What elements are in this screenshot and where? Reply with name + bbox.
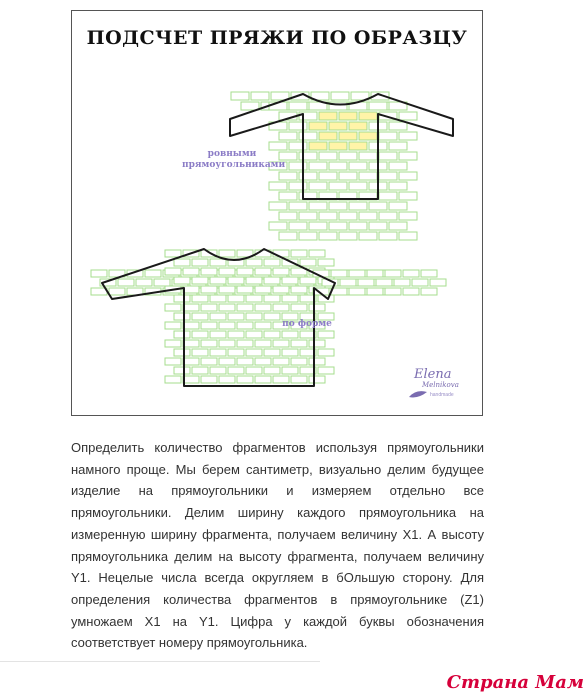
body-grid-cell — [349, 182, 367, 190]
body-grid-cell-2 — [210, 367, 226, 374]
body-grid-cell — [339, 152, 357, 160]
sleeve-grid-cell-3 — [349, 288, 365, 295]
body-grid-cell-2 — [183, 358, 199, 365]
body-grid-cell — [369, 202, 387, 210]
body-grid-cell-2 — [210, 349, 226, 356]
body-paragraph: Определить количество фрагментов используя прямоугольники намного проще. Мы берем сантиметр, визуально делим будущее изделие на прямоугольники и измеряем отдельно все прямоугольники. Делим ширину каждого прямоугольника на измеренную ширину фрагмента, получаем величину X1. А высоту прямоугольника делим на высоту фрагмента, получаем величину Y1. Нецелые числа всегда округляем в бОльшую сторону. Для определения количества фрагментов в прямоугольнике (Z1) умножаем X1 на Y1. Цифра у каждой буквы обозначения соответствует номеру прямоугольника. — [71, 440, 484, 651]
body-grid-cell-2 — [264, 349, 280, 356]
body-grid-cell-2 — [237, 376, 253, 383]
body-grid-cell-2 — [237, 322, 253, 329]
body-grid-cell-2 — [255, 268, 271, 275]
body-grid-cell — [279, 232, 297, 240]
body-grid-cell — [299, 172, 317, 180]
body-grid-cell-2 — [291, 250, 307, 257]
body-grid-cell-2 — [219, 376, 235, 383]
logo-surname: Melnikova — [422, 381, 459, 389]
body-grid-cell-2 — [309, 340, 325, 347]
body-grid-cell — [399, 212, 417, 220]
body-grid-cell — [309, 142, 327, 150]
body-grid-cell-2 — [291, 340, 307, 347]
body-grid-cell — [389, 162, 407, 170]
body-grid-cell — [279, 172, 297, 180]
body-grid-cell — [319, 152, 337, 160]
body-grid-cell — [389, 222, 407, 230]
body-grid-cell — [319, 232, 337, 240]
body-grid-cell — [339, 172, 357, 180]
sleeve-grid-cell-3 — [421, 288, 437, 295]
body-grid-cell-2 — [246, 313, 262, 320]
body-grid-cell-2 — [183, 304, 199, 311]
body-grid-cell-2 — [228, 295, 244, 302]
body-grid-cell-2 — [165, 268, 181, 275]
label-straight-line2: прямоугольниками — [182, 160, 286, 170]
body-grid-cell-2 — [309, 358, 325, 365]
sleeve-grid-cell-3 — [403, 270, 419, 277]
body-grid-cell — [329, 222, 347, 230]
body-grid-cell-2 — [228, 367, 244, 374]
body-grid-cell-2 — [318, 259, 334, 266]
body-grid-cell-2 — [165, 358, 181, 365]
body-grid-cell-2 — [219, 250, 235, 257]
body-grid-cell-2 — [228, 277, 244, 284]
body-grid-cell — [289, 142, 307, 150]
body-grid-cell-2 — [228, 331, 244, 338]
body-grid-cell-2 — [165, 304, 181, 311]
body-grid-cell — [269, 182, 287, 190]
body-grid-cell-2 — [174, 259, 190, 266]
body-grid-cell-2 — [219, 304, 235, 311]
body-grid-cell-2 — [246, 259, 262, 266]
body-grid-cell-2 — [192, 313, 208, 320]
logo-subtitle: handmade — [430, 392, 454, 398]
body-grid-cell-2 — [183, 322, 199, 329]
body-grid-cell-2 — [165, 250, 181, 257]
body-grid-cell-2 — [309, 304, 325, 311]
body-grid-cell — [389, 202, 407, 210]
body-grid-cell-2 — [210, 295, 226, 302]
body-grid-cell-2 — [201, 376, 217, 383]
body-grid-cell — [349, 222, 367, 230]
body-grid-cell — [359, 232, 377, 240]
sleeve-grid-cell-3 — [331, 270, 347, 277]
body-grid-cell-2 — [264, 259, 280, 266]
body-grid-cell-2 — [255, 322, 271, 329]
sleeve-grid-cell-3 — [340, 279, 356, 286]
sleeve-grid-cell-3 — [358, 279, 374, 286]
sleeve-grid-cell-2 — [109, 288, 125, 295]
body-grid-cell-2 — [228, 313, 244, 320]
body-grid-cell-2 — [309, 250, 325, 257]
body-grid-cell-2 — [255, 286, 271, 293]
body-grid-cell-2 — [282, 367, 298, 374]
body-grid-cell — [369, 102, 387, 110]
body-grid-cell-2 — [210, 331, 226, 338]
body-grid-cell-2 — [174, 277, 190, 284]
body-grid-cell-2 — [219, 286, 235, 293]
body-grid-cell-2 — [273, 340, 289, 347]
body-grid-cell — [329, 142, 347, 150]
sleeve-grid-cell-3 — [376, 279, 392, 286]
body-grid-cell-2 — [183, 286, 199, 293]
body-grid-cell — [319, 212, 337, 220]
body-grid-cell — [269, 202, 287, 210]
sleeve-grid-cell-3 — [349, 270, 365, 277]
body-grid-cell-2 — [318, 331, 334, 338]
body-grid-cell — [359, 172, 377, 180]
body-grid-cell-2 — [165, 322, 181, 329]
body-grid-cell — [299, 132, 317, 140]
body-grid-cell — [339, 112, 357, 120]
body-grid-cell-2 — [237, 304, 253, 311]
body-grid-cell-2 — [165, 340, 181, 347]
body-grid-cell — [329, 182, 347, 190]
sleeve-grid-cell-3 — [421, 270, 437, 277]
body-grid-cell-2 — [192, 331, 208, 338]
body-grid-cell-2 — [174, 349, 190, 356]
body-grid-cell — [399, 112, 417, 120]
body-grid-cell-2 — [201, 268, 217, 275]
sleeve-grid-cell-3 — [412, 279, 428, 286]
sleeve-grid-cell-2 — [91, 288, 107, 295]
body-grid-cell-2 — [273, 376, 289, 383]
body-grid-cell-2 — [282, 277, 298, 284]
body-grid-cell-2 — [300, 277, 316, 284]
body-grid-cell-2 — [255, 358, 271, 365]
sweater-illustration — [72, 11, 483, 416]
body-grid-cell — [359, 212, 377, 220]
label-by-shape: по форме — [282, 319, 332, 329]
body-grid-cell — [329, 122, 347, 130]
body-grid-cell — [379, 212, 397, 220]
site-watermark: Страна Мам — [446, 672, 584, 693]
sleeve-grid-cell-3 — [385, 270, 401, 277]
body-grid-cell — [299, 212, 317, 220]
body-grid-cell-2 — [246, 277, 262, 284]
body-grid-cell-2 — [192, 349, 208, 356]
body-grid-cell-2 — [282, 349, 298, 356]
body-grid-cell-2 — [300, 259, 316, 266]
body-grid-cell — [289, 202, 307, 210]
body-grid-cell-2 — [246, 331, 262, 338]
body-grid-cell — [329, 202, 347, 210]
body-grid-cell — [359, 132, 377, 140]
body-grid-cell-2 — [219, 268, 235, 275]
body-grid-cell-2 — [264, 277, 280, 284]
body-grid-cell — [339, 132, 357, 140]
sleeve-grid-cell — [241, 102, 259, 110]
body-grid-cell-2 — [309, 376, 325, 383]
sleeve-grid-cell-3 — [394, 279, 410, 286]
body-grid-cell-2 — [219, 358, 235, 365]
body-grid-cell-2 — [192, 295, 208, 302]
body-grid-cell — [389, 182, 407, 190]
body-grid-cell — [399, 192, 417, 200]
body-grid-cell — [359, 152, 377, 160]
body-grid-cell — [289, 102, 307, 110]
logo-name: Elena — [414, 367, 452, 382]
body-grid-cell-2 — [210, 259, 226, 266]
body-grid-cell — [399, 132, 417, 140]
body-grid-cell — [299, 112, 317, 120]
sleeve-grid-cell-3 — [403, 288, 419, 295]
body-grid-cell-2 — [183, 376, 199, 383]
body-grid-cell — [299, 152, 317, 160]
body-grid-cell-2 — [291, 304, 307, 311]
sleeve-grid-cell-2 — [91, 270, 107, 277]
sleeve-grid-cell-2 — [145, 270, 161, 277]
sleeve-grid-cell-2 — [136, 279, 152, 286]
body-grid-cell — [319, 112, 337, 120]
body-grid-cell — [309, 202, 327, 210]
body-grid-cell-2 — [201, 304, 217, 311]
body-grid-cell — [299, 232, 317, 240]
body-grid-cell-2 — [237, 358, 253, 365]
sleeve-grid-cell-3 — [367, 270, 383, 277]
body-grid-cell — [379, 232, 397, 240]
body-grid-cell — [349, 122, 367, 130]
body-grid-cell — [349, 162, 367, 170]
body-grid-cell-2 — [192, 277, 208, 284]
body-grid-cell — [389, 122, 407, 130]
body-grid-cell-2 — [255, 304, 271, 311]
body-grid-cell — [309, 122, 327, 130]
body-grid-cell — [359, 112, 377, 120]
body-grid-cell-2 — [282, 295, 298, 302]
body-grid-cell-2 — [273, 268, 289, 275]
body-grid-cell-2 — [291, 286, 307, 293]
body-grid-cell — [399, 172, 417, 180]
label-straight-line1: ровными — [207, 149, 257, 159]
sleeve-grid-cell-3 — [385, 288, 401, 295]
body-grid-cell — [309, 162, 327, 170]
body-grid-cell-2 — [201, 358, 217, 365]
body-grid-cell-2 — [273, 304, 289, 311]
body-grid-cell-2 — [318, 367, 334, 374]
body-grid-cell — [349, 202, 367, 210]
body-grid-cell-2 — [165, 376, 181, 383]
body-grid-cell-2 — [291, 358, 307, 365]
body-grid-cell-2 — [273, 286, 289, 293]
sleeve-grid-cell-3 — [367, 288, 383, 295]
author-logo — [402, 361, 472, 405]
body-grid-cell — [329, 162, 347, 170]
body-grid-cell-2 — [174, 313, 190, 320]
body-grid-cell — [309, 222, 327, 230]
body-grid-cell — [379, 192, 397, 200]
body-grid-cell-2 — [255, 376, 271, 383]
body-grid-cell-2 — [201, 286, 217, 293]
body-grid-cell-2 — [210, 277, 226, 284]
body-grid-cell-2 — [255, 340, 271, 347]
sleeve-grid-cell — [251, 92, 269, 100]
body-grid-cell-2 — [273, 358, 289, 365]
body-grid-cell — [339, 232, 357, 240]
body-grid-cell-2 — [228, 349, 244, 356]
leaf-icon — [408, 389, 428, 399]
sleeve-grid-cell-2 — [154, 279, 170, 286]
body-grid-cell-2 — [192, 367, 208, 374]
body-grid-cell-2 — [174, 295, 190, 302]
body-grid-cell — [279, 132, 297, 140]
body-grid-cell — [349, 142, 367, 150]
body-grid-cell-2 — [183, 268, 199, 275]
body-grid-cell — [379, 152, 397, 160]
body-grid-cell-2 — [174, 331, 190, 338]
body-grid-cell-2 — [201, 340, 217, 347]
sleeve-grid-cell-3 — [430, 279, 446, 286]
body-grid-cell-2 — [192, 259, 208, 266]
divider — [0, 661, 320, 662]
body-grid-cell — [379, 172, 397, 180]
body-grid-cell-2 — [318, 349, 334, 356]
body-grid-cell-2 — [237, 340, 253, 347]
body-grid-cell — [319, 132, 337, 140]
body-grid-cell — [289, 182, 307, 190]
body-grid-cell-2 — [219, 322, 235, 329]
body-grid-cell-2 — [183, 340, 199, 347]
figure-title: ПОДСЧЕТ ПРЯЖИ ПО ОБРАЗЦУ — [86, 27, 468, 49]
body-grid-cell — [289, 222, 307, 230]
body-grid-cell — [309, 182, 327, 190]
body-grid-cell — [289, 122, 307, 130]
body-grid-cell-2 — [264, 295, 280, 302]
body-grid-cell — [369, 222, 387, 230]
sleeve-grid-cell — [331, 92, 349, 100]
body-grid-cell-2 — [219, 340, 235, 347]
body-grid-cell-2 — [174, 367, 190, 374]
body-grid-cell — [289, 162, 307, 170]
sleeve-grid-cell — [231, 92, 249, 100]
body-grid-cell-2 — [210, 313, 226, 320]
body-grid-cell-2 — [264, 367, 280, 374]
body-grid-cell — [279, 192, 297, 200]
body-grid-cell-2 — [264, 331, 280, 338]
body-grid-cell-2 — [246, 349, 262, 356]
body-grid-cell-2 — [291, 376, 307, 383]
body-grid-cell — [379, 132, 397, 140]
body-grid-cell-2 — [246, 295, 262, 302]
body-grid-cell-2 — [237, 286, 253, 293]
yarn-count-figure — [71, 10, 483, 416]
body-grid-cell-2 — [237, 268, 253, 275]
label-straight-rectangles — [182, 149, 286, 171]
body-grid-cell — [389, 142, 407, 150]
body-grid-cell-2 — [246, 367, 262, 374]
body-grid-cell — [319, 172, 337, 180]
body-grid-cell-2 — [201, 322, 217, 329]
body-grid-cell — [269, 222, 287, 230]
body-grid-cell — [399, 152, 417, 160]
body-grid-cell — [399, 232, 417, 240]
body-grid-cell — [339, 212, 357, 220]
body-grid-cell — [279, 212, 297, 220]
sleeve-grid-cell-2 — [118, 279, 134, 286]
body-grid-cell-2 — [282, 331, 298, 338]
